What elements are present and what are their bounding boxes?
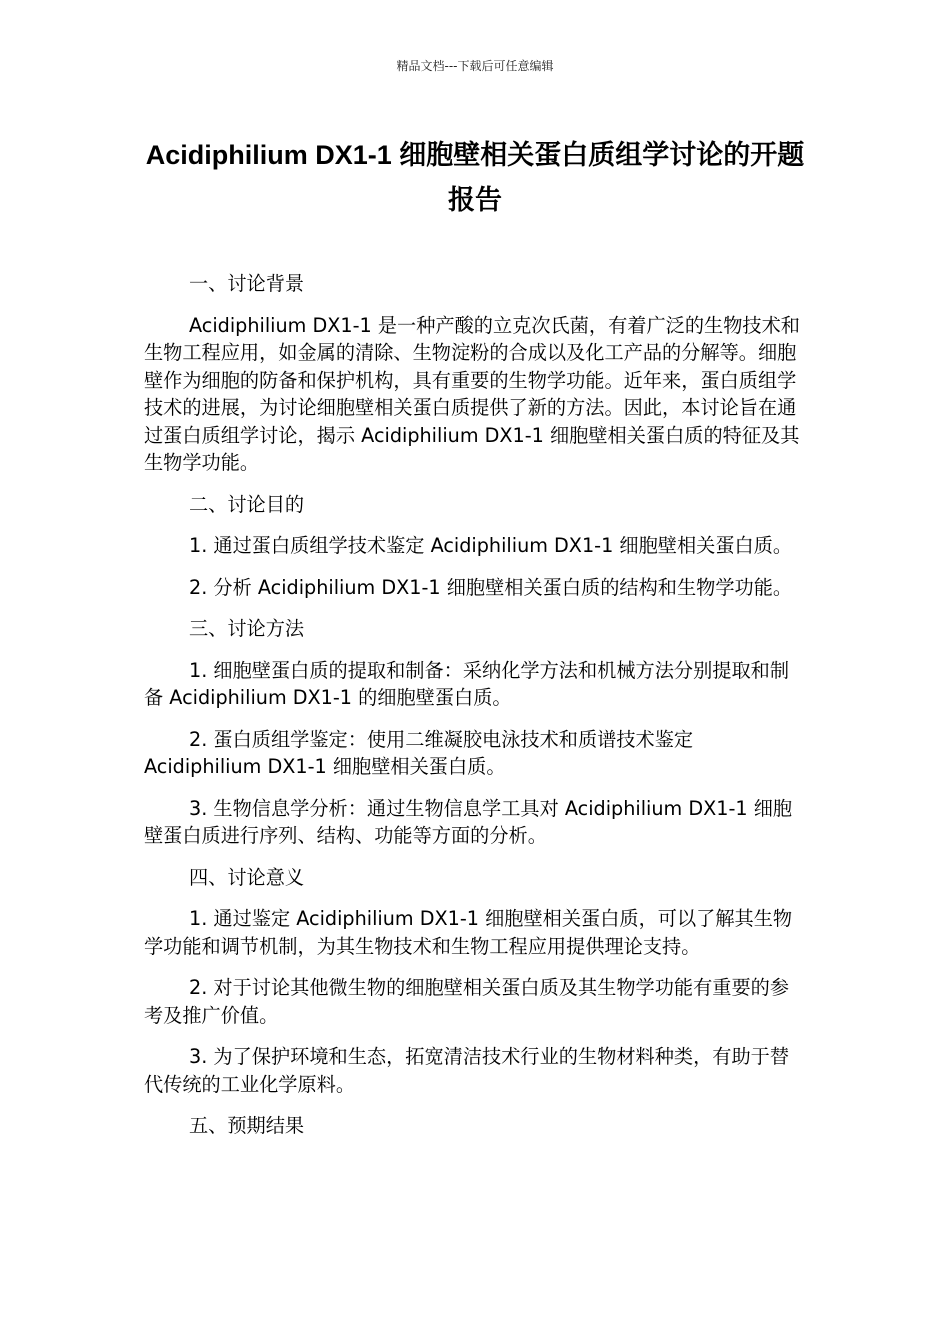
section-heading-background: 一、讨论背景	[189, 272, 305, 295]
header-note: 精品文档---下载后可任意编辑	[396, 59, 554, 73]
method-item: 3. 生物信息学分析：通过生物信息学工具对 Acidiphilium DX1-1 细胞壁蛋白质进行序列、结构、功能等方面的分析。	[144, 796, 793, 847]
significance-item: 2. 对于讨论其他微生物的细胞壁相关蛋白质及其生物学功能有重要的参考及推广价值。	[144, 976, 790, 1027]
significance-item: 3. 为了保护环境和生态，拓宽清洁技术行业的生物材料种类，有助于替代传统的工业化学原料。	[144, 1045, 790, 1096]
section-heading-significance: 四、讨论意义	[189, 865, 305, 889]
section-heading-methods: 三、讨论方法	[189, 617, 305, 640]
document-body	[144, 270, 804, 1154]
objective-item: 2. 分析 Acidiphilium DX1-1 细胞壁相关蛋白质的结构和生物学功能。	[189, 575, 793, 599]
background-paragraph: Acidiphilium DX1-1 是一种产酸的立克次氏菌，有着广泛的生物技术和生物工程应用，如金属的清除、生物淀粉的合成以及化工产品的分解等。细胞壁作为细胞的防备和保护机构，具有重要的生物学功能。近年来，蛋白质组学技术的进展，为讨论细胞壁相关蛋白质提供了新的方法。因此，本讨论旨在通过蛋白质组学讨论，揭示 Acidiphilium DX1-1 细胞壁相关蛋白质的特征及其生物学功能。	[144, 313, 800, 474]
method-item: 1. 细胞壁蛋白质的提取和制备：采纳化学方法和机械方法分别提取和制备 Acidiphilium DX1-1 的细胞壁蛋白质。	[144, 658, 790, 709]
section-heading-objectives: 二、讨论目的	[189, 492, 305, 516]
method-item: 2. 蛋白质组学鉴定：使用二维凝胶电泳技术和质谱技术鉴定 Acidiphilium DX1-1 细胞壁相关蛋白质。	[144, 727, 694, 778]
significance-item: 1. 通过鉴定 Acidiphilium DX1-1 细胞壁相关蛋白质，可以了解其生物学功能和调节机制，为其生物技术和生物工程应用提供理论支持。	[144, 907, 793, 958]
document-title: Acidiphilium DX1-1 细胞壁相关蛋白质组学讨论的开题报告	[145, 140, 805, 215]
objective-item: 1. 通过蛋白质组学技术鉴定 Acidiphilium DX1-1 细胞壁相关蛋白质。	[189, 534, 793, 557]
section-heading-results: 五、预期结果	[189, 1114, 305, 1137]
